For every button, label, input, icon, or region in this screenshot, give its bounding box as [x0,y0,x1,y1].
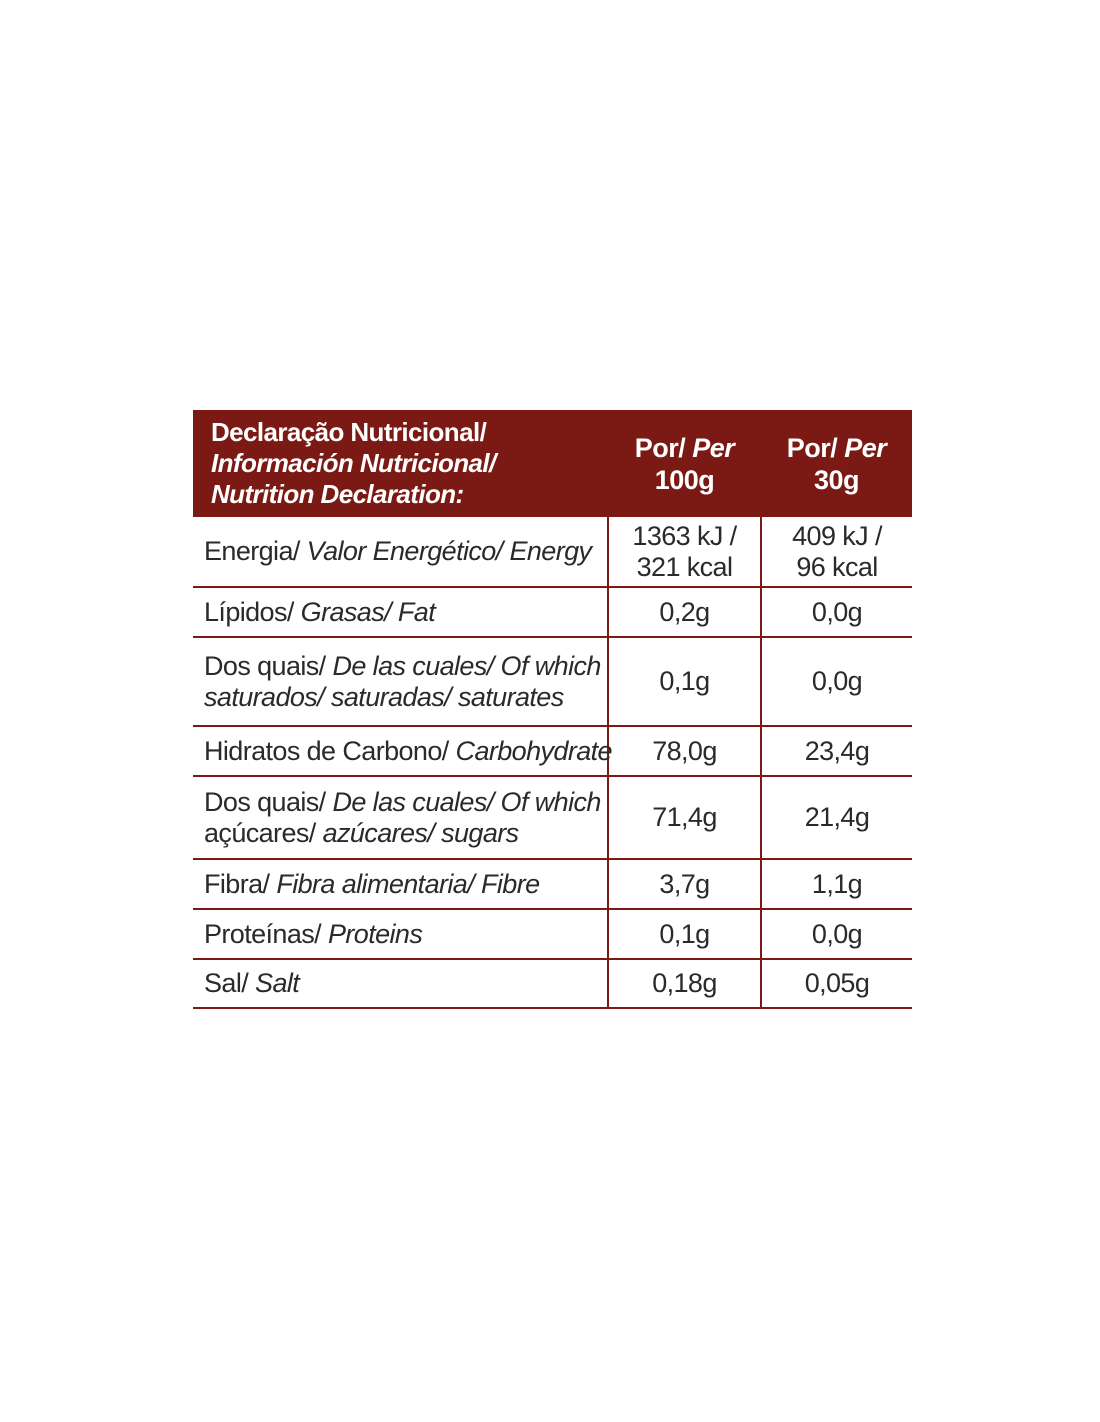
value-sugars-per-30g: 21,4g [761,776,912,859]
label-sugars-line-2 [204,818,607,849]
label-saturates-line-2 [204,682,607,713]
value-sugars-per-100g: 71,4g [608,776,761,859]
row-salt [193,959,912,1008]
value-energy-per-100g [608,517,761,587]
header-per-30g [761,410,912,517]
value-saturates-per-30g: 0,0g [761,637,912,726]
row-carbohydrate [193,726,912,776]
label-salt-italic: Salt [255,968,300,998]
label-sugars-line-1 [204,787,607,818]
value-proteins-per-30g: 0,0g [761,909,912,959]
label-carbohydrate-italic: Carbohydrate [455,735,612,766]
header-per-100g-amount: 100g [654,464,715,495]
table-body [193,517,912,1008]
label-fat-italic: Grasas/ Fat [300,596,436,627]
header-per-30g-label [761,432,912,464]
label-salt-normal: Sal/ [204,968,256,998]
header-per-100g-prefix: Por/ [634,432,693,463]
label-energy-normal: Energia/ [204,536,307,566]
value-energy-per-100g-kcal: 321 kcal [636,551,733,582]
value-fat-per-100g: 0,2g [608,587,761,637]
nutrition-table-container [193,410,912,1009]
value-energy-per-100g-kj: 1363 kJ / [632,520,737,551]
label-sugars [193,776,608,859]
label-sugars-italic-2: azúcares/ sugars [322,817,519,848]
label-proteins-italic: Proteins [327,918,423,949]
table-header [193,410,912,517]
row-sugars [193,776,912,859]
row-fibre [193,859,912,909]
header-per-100g-label [608,432,761,464]
label-fibre [193,859,608,909]
label-sugars-normal-1: Dos quais/ [204,786,333,817]
value-energy-per-30g-kj: 409 kJ / [792,520,882,551]
row-fat [193,587,912,637]
header-title-line-en: Nutrition Declaration: [211,479,464,509]
value-carbohydrate-per-30g: 23,4g [761,726,912,776]
row-proteins [193,909,912,959]
header-per-30g-amount: 30g [813,464,860,495]
nutrition-table [193,410,912,1009]
header-row [193,410,912,517]
label-fat [193,587,608,637]
label-sugars-italic-1: De las cuales/ Of which [332,786,601,817]
header-per-100g-per: Per [692,432,735,463]
value-carbohydrate-per-100g: 78,0g [608,726,761,776]
label-carbohydrate-line [204,735,612,767]
header-title-line-es: Información Nutricional/ [211,448,496,478]
label-saturates [193,637,608,726]
header-per-100g [608,410,761,517]
value-energy-per-30g [761,517,912,587]
label-salt-line [204,968,607,999]
value-salt-per-30g: 0,05g [761,959,912,1008]
row-saturates [193,637,912,726]
label-salt [193,959,608,1008]
label-proteins [193,909,608,959]
value-saturates-per-100g: 0,1g [608,637,761,726]
header-per-30g-per: Per [844,432,887,463]
label-energy-line [204,536,607,567]
value-fibre-per-30g: 1,1g [761,859,912,909]
label-fat-normal: Lípidos/ [204,596,301,627]
row-energy [193,517,912,587]
label-proteins-normal: Proteínas/ [204,918,328,949]
label-sugars-normal-2: açúcares/ [204,817,323,848]
value-salt-per-100g: 0,18g [608,959,761,1008]
label-fibre-normal: Fibra/ [204,868,277,899]
value-fibre-per-100g: 3,7g [608,859,761,909]
label-fat-line [204,597,607,628]
label-energy [193,517,608,587]
value-proteins-per-100g: 0,1g [608,909,761,959]
label-fibre-line [204,869,607,900]
label-saturates-italic-2: saturados/ saturadas/ saturates [204,681,564,712]
label-fibre-italic: Fibra alimentaria/ Fibre [276,868,540,899]
value-fat-per-30g: 0,0g [761,587,912,637]
label-saturates-italic-1: De las cuales/ Of which [332,650,601,681]
header-title [193,410,608,517]
label-energy-italic: Valor Energético/ Energy [306,536,592,566]
label-carbohydrate [193,726,612,776]
label-carbohydrate-normal: Hidratos de Carbono/ [204,735,456,766]
header-per-30g-prefix: Por/ [786,432,845,463]
label-saturates-line-1 [204,651,607,682]
header-title-line-pt: Declaração Nutricional/ [211,417,487,447]
value-energy-per-30g-kcal: 96 kcal [796,551,878,582]
label-proteins-line [204,919,607,950]
label-saturates-normal-1: Dos quais/ [204,650,333,681]
